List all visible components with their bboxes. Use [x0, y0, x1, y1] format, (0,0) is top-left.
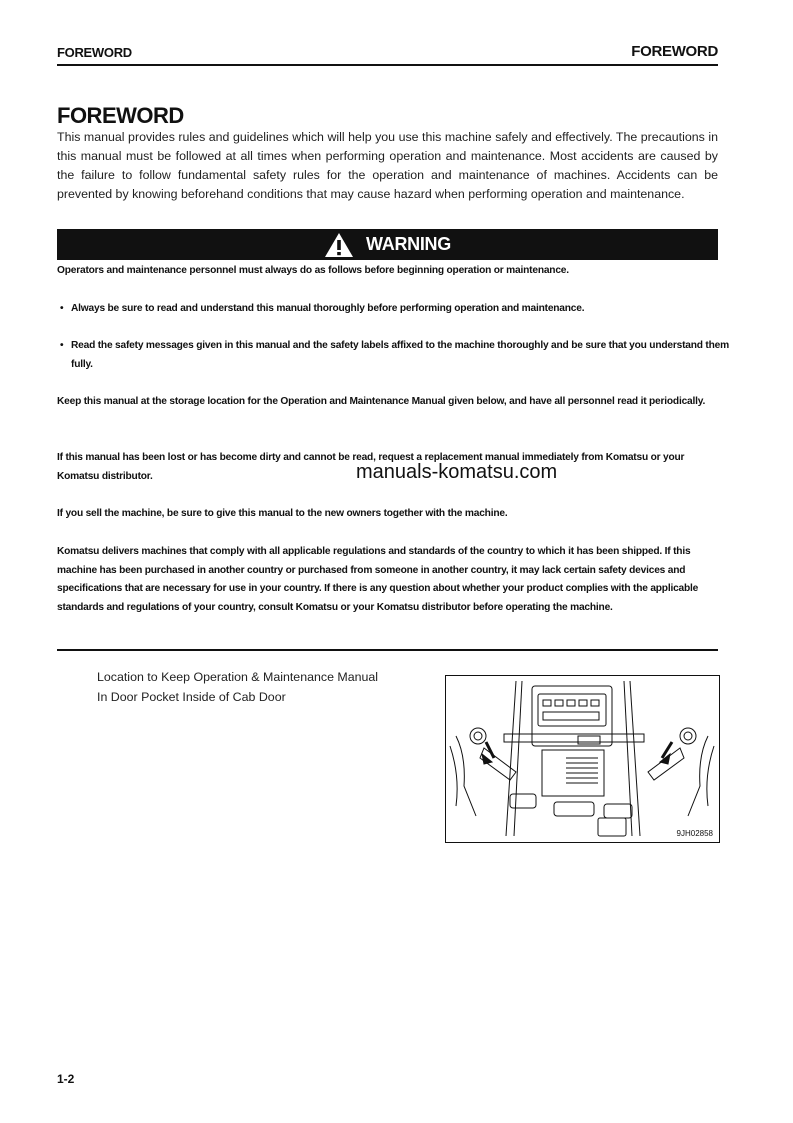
bullet-dot: • — [60, 340, 64, 351]
intro-paragraph: This manual provides rules and guidelines which will help you use this machine safely and effectively. The precautions in this manual must be followed at all times when performing operation and maintenance. Most accidents are caused by the failure to follow fundamental safety rules for the operation and maintenance of machines. Accidents can be prevented by knowing beforehand conditions that may cause hazard when performing operation and maintenance. — [57, 130, 718, 201]
header-right-title: FOREWORD — [631, 43, 718, 60]
warning-paragraph: Komatsu delivers machines that comply with all applicable regulations and standards of the country to which it has been shipped. If this machine has been purchased in another country or purchased from someone in another country, it may lack certain safety devices and specifications that are necessary for use in your country. If there is any question about whether your product complies with the applicable standards and regulations of your country, consult Komatsu or your Komatsu distributor before operating the machine. — [57, 546, 699, 613]
header-left-title: FOREWORD — [57, 45, 132, 60]
watermark-text: manuals-komatsu.com — [356, 461, 558, 483]
page-title: FOREWORD — [57, 103, 184, 128]
warning-lead: Operators and maintenance personnel must always do as follows before beginning operation or maintenance. — [57, 265, 569, 276]
storage-location-detail: In Door Pocket Inside of Cab Door — [97, 690, 286, 704]
warning-banner — [57, 229, 718, 260]
storage-location-title: Location to Keep Operation & Maintenance Manual — [97, 670, 379, 684]
cab-interior-illustration — [445, 675, 720, 843]
warning-label: WARNING — [366, 234, 451, 254]
page-number: 1-2 — [57, 1072, 75, 1086]
warning-bullet-text: Read the safety messages given in this manual and the safety labels affixed to the machine thoroughly and be sure that you understand them fully. — [71, 340, 729, 370]
bullet-dot: • — [60, 303, 64, 314]
warning-paragraph: If this manual has been lost or has become dirty and cannot be read, request a replacement manual immediately from Komatsu or your Komatsu distributor. — [57, 452, 685, 482]
warning-bullet — [60, 337, 731, 374]
warning-paragraph: Keep this manual at the storage location for the Operation and Maintenance Manual given below, and have all personnel read it periodically. — [57, 396, 706, 407]
figure-code: 9JH02858 — [676, 829, 713, 838]
warning-triangle-icon — [324, 232, 354, 258]
warning-paragraph: If you sell the machine, be sure to give this manual to the new owners together with the machine. — [57, 508, 508, 519]
warning-bullet — [60, 300, 731, 319]
header-divider — [57, 64, 718, 66]
section-divider — [57, 649, 718, 651]
warning-bullet-text: Always be sure to read and understand this manual thoroughly before performing operation and maintenance. — [71, 303, 585, 314]
